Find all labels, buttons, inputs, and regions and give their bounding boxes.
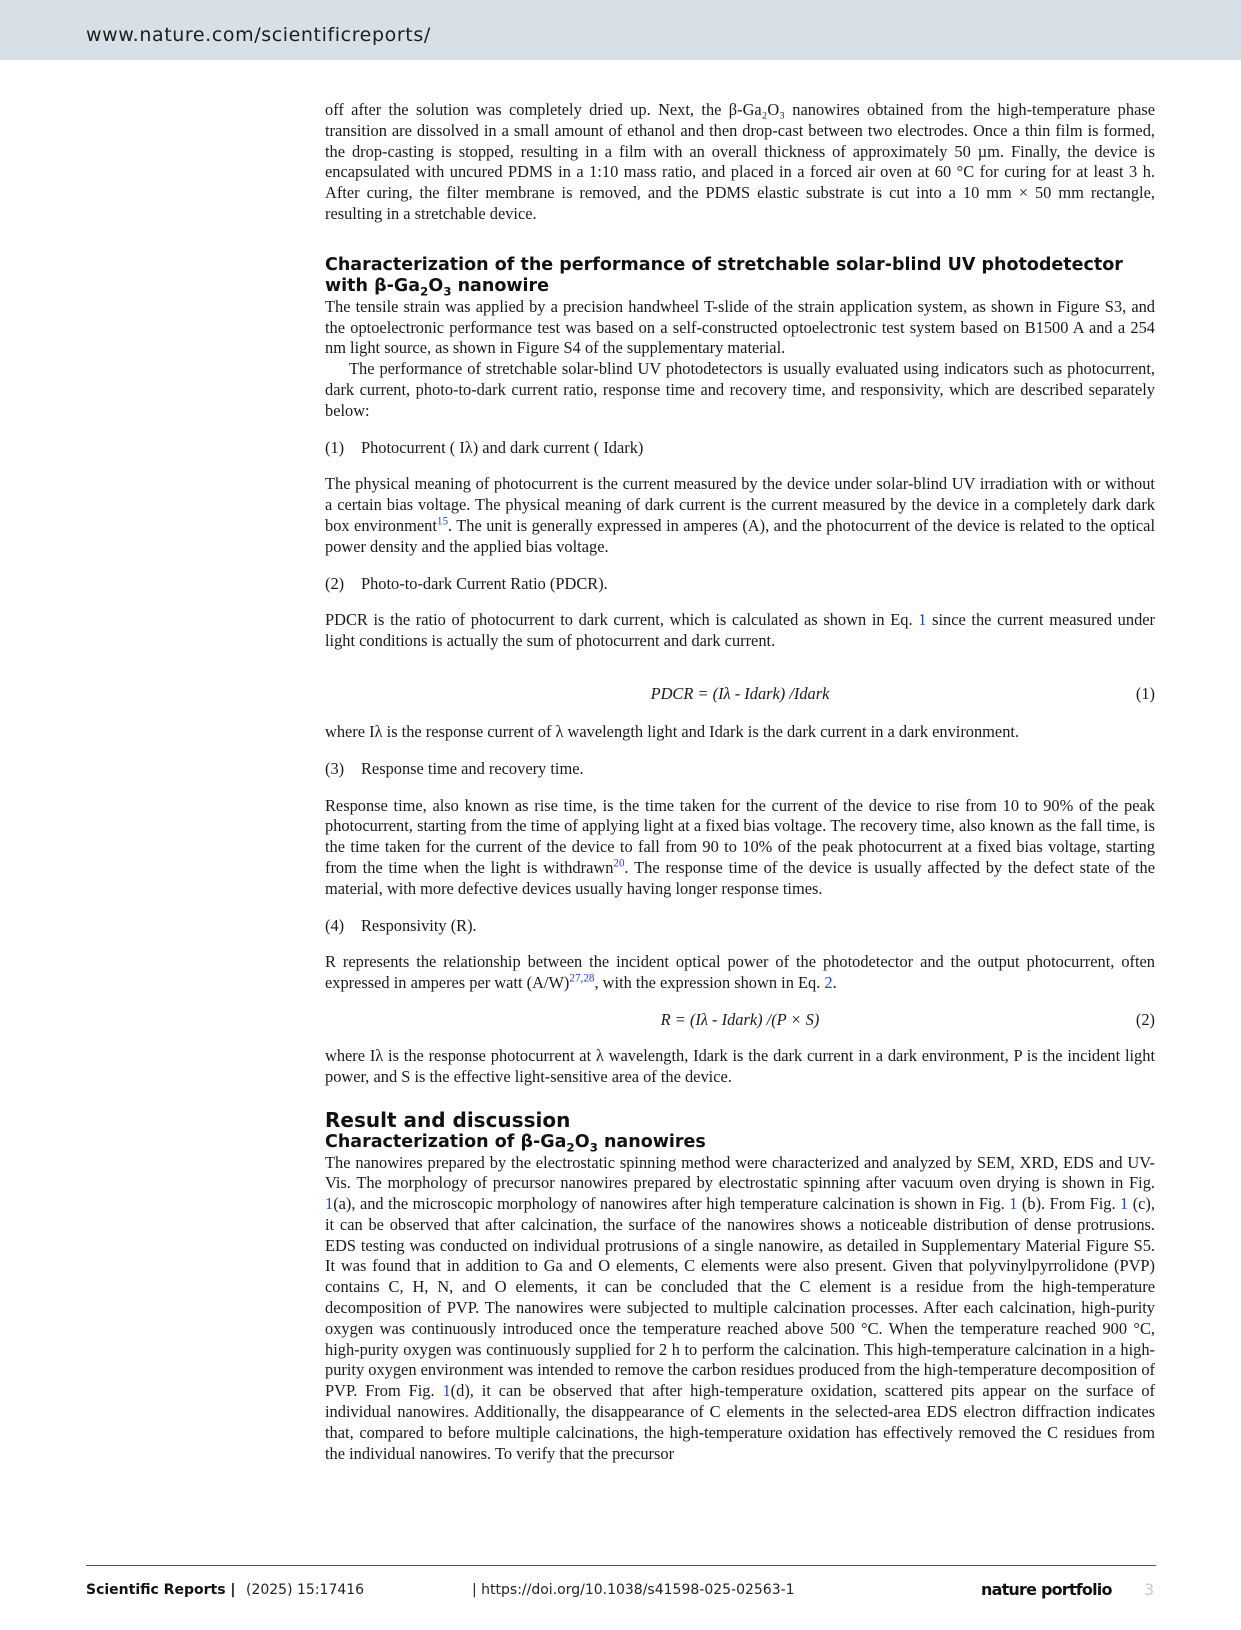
citation-link[interactable]: 27,28 bbox=[569, 972, 595, 985]
paragraph: PDCR is the ratio of photocurrent to dark current, which is calculated as shown in Eq. 1 since the current measured under light conditions is actually the sum of photocurrent and dark current. bbox=[325, 610, 1155, 651]
list-item: (1) Photocurrent ( Iλ) and dark current ( Idark) bbox=[325, 437, 644, 457]
subsection-heading: Characterization of $\beta-Ga_2O_3$ nanowires bbox=[325, 1131, 706, 1154]
equation-link[interactable]: 2 bbox=[824, 973, 833, 993]
paragraph: where Iλ is the response current of λ wavelength light and Idark is the dark current in a dark environment. bbox=[325, 721, 1020, 741]
paragraph: Response time, also known as rise time, is the time taken for the current of the device to rise from 10 to 90% of the peak photocurrent, starting from the time of applying light at a fixed bias voltage. The recovery time, also known as the fall time, is the time taken for the current of the device to fall from 90 to 10% of the peak photocurrent at a fixed bias voltage, starting from the time when the light is withdrawn$^{20}$. The response time of the device is usually affected by the defect state of the material, with more defective devices usually having longer response times. bbox=[325, 795, 1155, 898]
paragraph: off after the solution was completely dried up. Next, the β-Ga₂O₃ nanowires obtained from the high-temperature phase transition are dissolved in a small amount of ethanol and then drop-cast between two electrodes. Once a thin film is formed, the drop-casting is stopped, resulting in a film with an overall thickness of approximately 50 µm. Finally, the device is encapsulated with uncured PDMS in a 1:10 mass ratio, and placed in a forced air oven at 60 °C for curing for at least 3 h. After curing, the filter membrane is removed, and the PDMS elastic substrate is cut into a 10 mm × 50 mm rectangle, resulting in a stretchable device. bbox=[325, 100, 1155, 223]
equation-1 bbox=[325, 682, 1155, 706]
paragraph: where Iλ is the response photocurrent at λ wavelength, Idark is the dark current in a dark environment, P is the incident light power, and S is the effective light-sensitive area of the device. bbox=[325, 1045, 1155, 1086]
equation-number: (2) bbox=[1135, 1009, 1155, 1029]
figure-link[interactable]: 1 bbox=[325, 1194, 334, 1214]
paragraph: The nanowires prepared by the electrostatic spinning method were characterized and analyzed by SEM, XRD, EDS and UV-Vis. The morphology of precursor nanowires prepared by electrostatic spinning after vacuum oven drying is shown in Fig. 1(a), and the microscopic morphology of nanowires after high temperature calcination is shown in Fig. 1 (b). From Fig. 1 (c), it can be observed that after calcination, the surface of the nanowires shows a noticeable distribution of dense protrusions. EDS testing was conducted on individual protrusions of a single nanowire, as detailed in Supplementary Material Figure S5. It was found that in addition to Ga and O elements, C elements were also present. Given that polyvinylpyrrolidone (PVP) contains C, H, N, and O elements, it can be concluded that the C element is a residue from the high-temperature decomposition of PVP. The nanowires were subjected to multiple calcination processes. After each calcination, high-purity oxygen was continuously introduced once the temperature reached above 500 °C. When the temperature reached 900 °C, high-purity oxygen was continuously supplied for 2 h to perform the calcination. This high-temperature calcination in a high-purity oxygen environment was intended to remove the carbon residues produced from the high-temperature decomposition of PVP. From Fig. 1(d), it can be observed that after high-temperature oxidation, scattered pits appear on the surface of individual nanowires. Additionally, the disappearance of C elements in the selected-area EDS electron diffraction indicates that, compared to before multiple calcinations, the high-temperature oxidation has effectively removed the C residues from the individual nanowires. To verify that the precursor bbox=[325, 1152, 1155, 1463]
equation-formula: R = (Iλ - Idark) /(P × S) bbox=[660, 1009, 820, 1029]
journal-url[interactable]: www.nature.com/scientificreports/ bbox=[86, 24, 431, 46]
equation-formula: PDCR = (Iλ - Idark) /Idark bbox=[650, 683, 830, 703]
figure-link[interactable]: 1 bbox=[1120, 1194, 1129, 1214]
journal-name: Scientific Reports | bbox=[86, 1582, 236, 1598]
volume-info: (2025) 15:17416 bbox=[246, 1582, 365, 1598]
list-item: (4) Responsivity (R). bbox=[325, 915, 477, 935]
equation-link[interactable]: 1 bbox=[918, 610, 927, 630]
section-heading: Characterization of the performance of stretchable solar-blind UV photodetector with $\beta-Ga_2O_3$ nanowire bbox=[325, 254, 1123, 299]
paragraph: R represents the relationship between the incident optical power of the photodetector and the output photocurrent, often expressed in amperes per watt (A/W)$^{27,28}$, with the expression shown in Eq. 2. bbox=[325, 952, 1155, 993]
publisher-logo: nature portfolio bbox=[981, 1580, 1112, 1599]
equation-number: (1) bbox=[1135, 683, 1155, 703]
section-heading: Result and discussion bbox=[325, 1107, 571, 1132]
citation-link[interactable]: 15 bbox=[436, 515, 449, 528]
header-bar bbox=[0, 0, 1241, 60]
list-item: (3) Response time and recovery time. bbox=[325, 758, 584, 778]
article-body bbox=[325, 100, 1155, 1464]
figure-link[interactable]: 1 bbox=[1009, 1194, 1018, 1214]
paragraph: The performance of stretchable solar-blind UV photodetectors is usually evaluated using indicators such as photocurrent, dark current, photo-to-dark current ratio, response time and recovery time, and responsivity, which are described separately below: bbox=[325, 359, 1155, 420]
page-number: 3 bbox=[1144, 1580, 1155, 1599]
figure-link[interactable]: 1 bbox=[442, 1381, 451, 1401]
equation-2 bbox=[325, 1008, 1155, 1032]
paragraph: The tensile strain was applied by a precision handwheel T-slide of the strain application system, as shown in Figure S3, and the optoelectronic performance test was based on a self-constructed optoelectronic test system based on B1500 A and a 254 nm light source, as shown in Figure S4 of the supplementary material. bbox=[325, 296, 1155, 358]
list-item: (2) Photo-to-dark Current Ratio (PDCR). bbox=[325, 573, 608, 593]
page-footer bbox=[86, 1565, 1156, 1599]
citation-link[interactable]: 20 bbox=[613, 857, 625, 870]
doi-link[interactable]: | https://doi.org/10.1038/s41598-025-02563-1 bbox=[472, 1582, 795, 1598]
paragraph: The physical meaning of photocurrent is the current measured by the device under solar-blind UV irradiation with or without a certain bias voltage. The physical meaning of dark current is the current measured by the device in a completely dark dark box environment$^{15}$. The unit is generally expressed in amperes (A), and the photocurrent of the device is related to the optical power density and the applied bias voltage. bbox=[325, 474, 1155, 556]
